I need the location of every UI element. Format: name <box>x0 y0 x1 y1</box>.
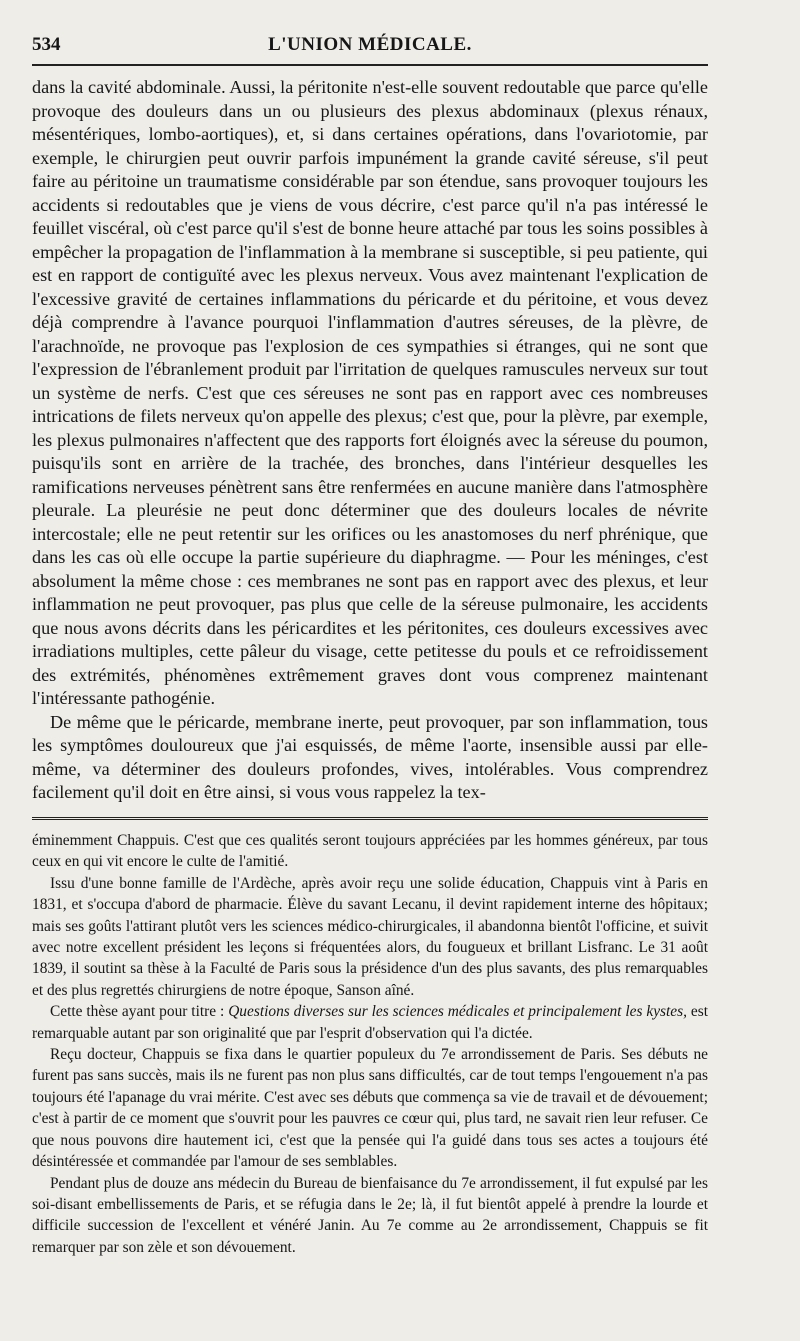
footnote-paragraph-3 <box>32 1001 708 1044</box>
main-paragraph-1: dans la cavité abdominale. Aussi, la péritonite n'est-elle souvent redoutable que parce qu'elle provoque des douleurs dans un ou plusieurs des plexus abdominaux (plexus rénaux, mésentériques, lombo-aortiques), et, si dans certaines opérations, dans l'ovariotomie, par exemple, le chirurgien peut ouvrir parfois impunément la grande cavité séreuse, s'il peut faire au péritoine un traumatisme considérable par son étendue, sans provoquer toujours les accidents si redoutables que je viens de vous décrire, c'est parce qu'il n'a pas intéressé le feuillet viscéral, où c'est parce qu'il s'est de bonne heure attaché par tous les soins possibles à empêcher la propagation de l'inflammation à la membrane si susceptible, si peu patiente, qui est en rapport de contiguïté avec les plexus nerveux. Vous avez maintenant l'explication de l'excessive gravité de certaines inflammations du péricarde et du péritoine, et vous devez déjà comprendre à l'avance pourquoi l'inflammation d'autres séreuses, de la plèvre, de l'arachnoïde, ne provoque pas l'explosion de ces sympathies si étranges, qui ne sont que l'expression de l'ébranlement produit par l'irritation de quelques ramuscules nerveux sur tout un système de nerfs. C'est que ces séreuses ne sont pas en rapport avec ces nombreuses intrications de filets nerveux qu'on appelle des plexus; c'est que, pour la plèvre, par exemple, les plexus pulmonaires n'affectent que des rapports fort éloignés avec la séreuse du poumon, puisqu'ils sont en arrière de la trachée, des bronches, dans l'intérieur desquelles les ramifications nerveuses pénètrent sans être renfermées en aucune manière dans l'atmosphère pleurale. La pleurésie ne peut donc déterminer que des douleurs locales de névrite intercostale; elle ne peut retentir sur les orifices ou les anastomoses du nerf phrénique, que dans les cas où elle occupe la partie supérieure du diaphragme. — Pour les méninges, c'est absolument la même chose : ces membranes ne sont pas en rapport avec des plexus, et leur inflammation ne peut provoquer, pas plus que celle de la séreuse pulmonaire, les accidents que nous avons décrits dans les péricardites et les péritonites, ces douleurs excessives avec irradiations multiples, cette pâleur du visage, cette petitesse du pouls et ce refroidissement des extrémités, phénomènes extrêmement graves dont vous comprenez maintenant l'intéressante pathogénie. <box>32 77 708 708</box>
main-paragraph-2: De même que le péricarde, membrane inerte, peut provoquer, par son inflammation, tous les symptômes douloureux que j'ai esquissés, de même l'aorte, insensible aussi par elle-même, va déterminer des douleurs profondes, vives, intolérables. Vous comprendrez facilement qu'il doit en être ainsi, si vous vous rappelez la tex- <box>32 711 708 802</box>
footnote-paragraph-2: Issu d'une bonne famille de l'Ardèche, après avoir reçu une solide éducation, Chappuis vint à Paris en 1831, et s'occupa d'abord de pharmacie. Élève du savant Lecanu, il devint rapidement interne des hôpitaux; mais ses goûts l'attirant plutôt vers les sciences médico-chirurgicales, il abandonna bientôt l'officine, et suivit avec notre excellent président les leçons si fréquentées alors, du fougueux et brillant Lisfranc. Le 31 août 1839, il soutint sa thèse à la Faculté de Paris sous la présidence d'un des plus savants, des plus remarquables et des plus regrettés chirurgiens de notre époque, Sanson aîné. <box>32 874 708 999</box>
page-number: 534 <box>32 34 61 55</box>
footnote-paragraph-5: Pendant plus de douze ans médecin du Bureau de bienfaisance du 7e arrondissement, il fut expulsé par les soi-disant embellissements de Paris, et se réfugia dans le 2e; là, il fut bientôt appelé à prendre la lourde et difficile succession de l'excellent et vénéré Janin. Au 7e comme au 2e arrondissement, Chappuis se fit remarquer par son zèle et son dévouement. <box>32 1174 708 1256</box>
main-text <box>32 76 708 805</box>
header-rule <box>32 64 708 66</box>
footnote-paragraph-1: éminemment Chappuis. C'est que ces qualités seront toujours appréciées par les hommes généreux, par tous ceux en qui vit encore le culte de l'amitié. <box>32 832 708 871</box>
footnote-text <box>32 830 708 1258</box>
footnote-paragraph-4: Reçu docteur, Chappuis se fixa dans le quartier populeux du 7e arrondissement de Paris. Ses débuts ne furent pas sans succès, mais ils ne furent pas non plus sans difficultés, car de tout temps l'engouement n'a pas toujours été l'apanage du vrai mérite. C'est avec ses débuts que commença sa vie de travail et de dévouement; c'est à partir de ce moment que s'ouvrit pour les pauvres ce cœur qui, plus tard, ne savait rien leur refuser. Ce que nous pouvons dire hautement ici, c'est que la pensée qui l'a guidé dans tous ses actes a toujours été désintéressée et commandée par l'amour de ses semblables. <box>32 1046 708 1171</box>
thesis-intro: Cette thèse ayant pour titre : <box>50 1003 229 1021</box>
thesis-title: Questions diverses sur les sciences médicales et principalement les kystes, <box>228 1003 687 1021</box>
running-title: L'UNION MÉDICALE. <box>268 34 472 55</box>
thesis-comment: est remarquable autant par son originalité que par l'esprit d'observation qui l'a dictée. <box>32 1003 708 1042</box>
footnote-rule <box>32 817 708 822</box>
page-header <box>32 30 708 60</box>
